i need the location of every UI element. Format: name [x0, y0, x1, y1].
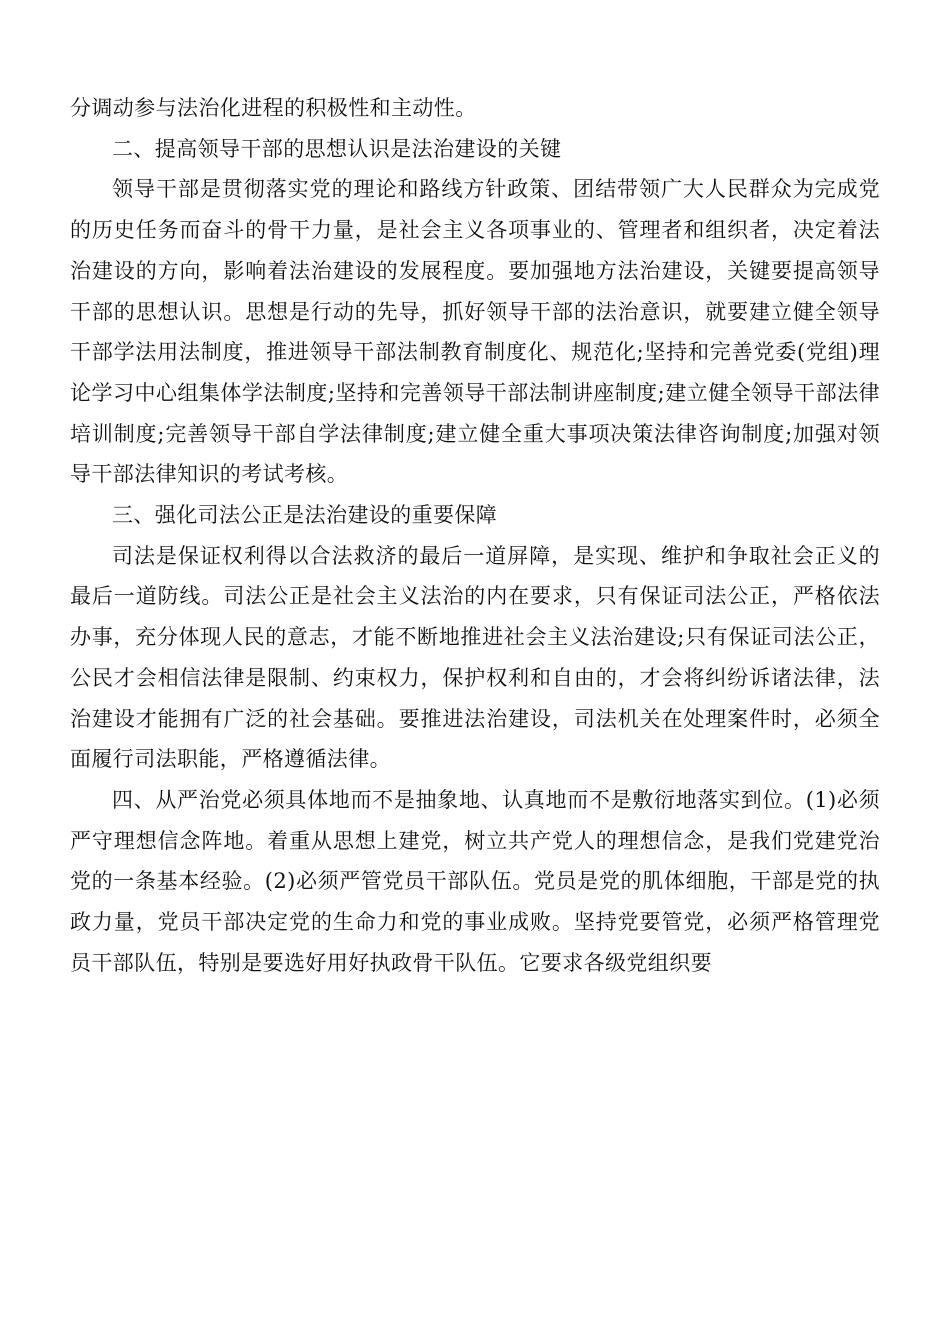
paragraph-party-discipline: 四、从严治党必须具体地而不是抽象地、认真地而不是敷衍地落实到位。(1)必须严守理想信念阵地。着重从思想上建党，树立共产党人的理想信念，是我们党建党治党的一条基本经验。(2)必须严管党员干部队伍。党员是党的肌体细胞，干部是党的执政力量，党员干部决定党的生命力和党的事业成败。坚持党要管党，必须严格管理党员干部队伍，特别是要选好用好执政骨干队伍。它要求各级党组织要 — [70, 787, 880, 975]
paragraph-continuation: 分调动参与法治化进程的积极性和主动性。 — [70, 96, 477, 120]
document-body — [70, 88, 880, 983]
section-heading-3: 三、强化司法公正是法治建设的重要保障 — [112, 503, 498, 528]
paragraph-judicial: 司法是保证权利得以合法救济的最后一道屏障，是实现、维护和争取社会正义的最后一道防线。司法公正是社会主义法治的内在要求，只有保证司法公正，严格依法办事，充分体现人民的意志，才能不断地推进社会主义法治建设;只有保证司法公正，公民才会相信法律是限制、约束权力，保护权利和自由的，才会将纠纷诉诸法律，法治建设才能拥有广泛的社会基础。要推进法治建设，司法机关在处理案件时，必须全面履行司法职能，严格遵循法律。 — [70, 543, 880, 772]
paragraph-leadership: 领导干部是贯彻落实党的理论和路线方针政策、团结带领广大人民群众为完成党的历史任务而奋斗的骨干力量，是社会主义各项事业的、管理者和组织者，决定着法治建设的方向，影响着法治建设的发展程度。要加强地方法治建设，关键要提高领导干部的思想认识。思想是行动的先导，抓好领导干部的法治意识，就要建立健全领导干部学法用法制度，推进领导干部法制教育制度化、规范化;坚持和完善党委(党组)理论学习中心组集体学法制度;坚持和完善领导干部法制讲座制度;建立健全领导干部法律培训制度;完善领导干部自学法律制度;建立健全重大事项决策法律咨询制度;加强对领导干部法律知识的考试考核。 — [70, 177, 880, 487]
section-heading-2: 二、提高领导干部的思想认识是法治建设的关键 — [112, 136, 562, 161]
